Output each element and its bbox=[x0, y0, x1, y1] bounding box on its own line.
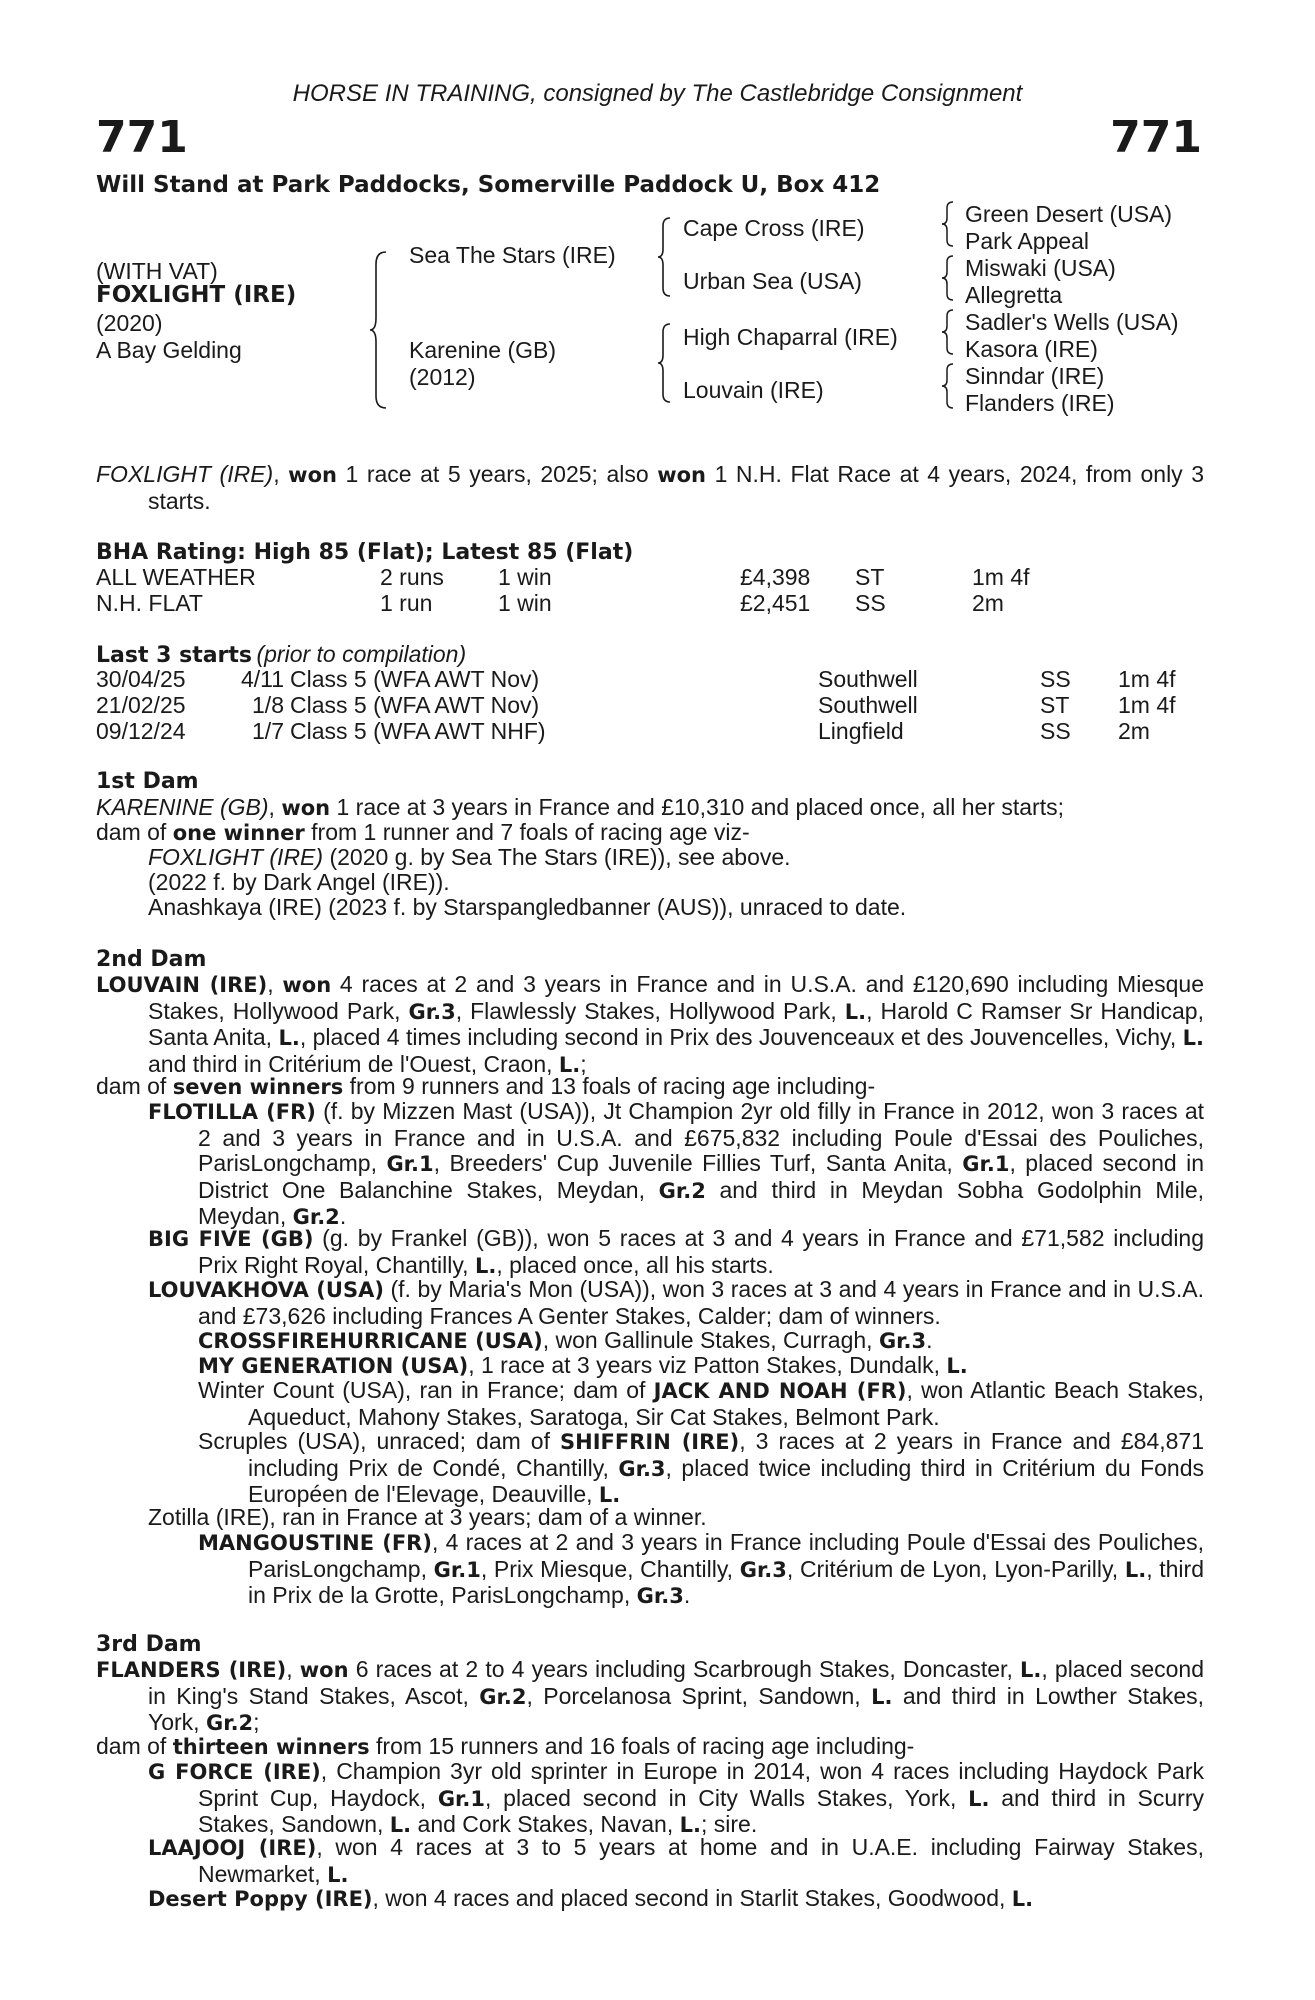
produce-winter-count bbox=[198, 1378, 1204, 1430]
listed-label: L. bbox=[327, 1862, 349, 1887]
record-text: , placed second in District One Balanchine Stakes, Meydan, bbox=[198, 1150, 1205, 1203]
start-distance: 2m bbox=[1118, 718, 1150, 744]
second-dam-produce-line bbox=[96, 1074, 1204, 1101]
foaling-year: (2020) bbox=[96, 310, 163, 336]
pedigree-sire-dam: Urban Sea (USA) bbox=[683, 268, 862, 294]
record-text: , 3 races at 2 years in France and £84,871 including Prix de Condé, Chantilly, bbox=[248, 1428, 1204, 1481]
produce-g-force bbox=[148, 1759, 1204, 1839]
record-text: ; bbox=[580, 1050, 587, 1077]
first-dam-text-2: from 1 runner and 7 foals of racing age viz- bbox=[304, 819, 750, 845]
produce-text: (2020 g. by Sea The Stars (IRE)), see above. bbox=[323, 844, 791, 870]
start-distance: 1m 4f bbox=[1118, 692, 1176, 718]
produce-louvakhova bbox=[148, 1277, 1204, 1329]
won-label: won bbox=[282, 973, 332, 997]
start-course: Lingfield bbox=[818, 718, 904, 744]
dam-of-label: dam of bbox=[96, 1733, 173, 1759]
produce-flotilla bbox=[148, 1099, 1204, 1231]
record-text: . bbox=[683, 1582, 691, 1608]
grade-label: Gr.2 bbox=[292, 1205, 340, 1229]
winners-count: seven winners bbox=[172, 1075, 344, 1099]
stand-location: Will Stand at Park Paddocks, Somerville Paddock U, Box 412 bbox=[96, 172, 881, 198]
listed-label: L. bbox=[474, 1253, 497, 1278]
pedigree-brace-main bbox=[368, 250, 390, 410]
record-text: (g. by Frankel (GB)), won 5 races at 3 and 4 years in France and £71,582 including Prix Right Royal, Chantilly, bbox=[198, 1225, 1205, 1278]
record-text: , won Gallinule Stakes, Curragh, bbox=[542, 1327, 879, 1353]
start-date: 30/04/25 bbox=[96, 666, 186, 692]
record-text: , 4 races at 2 and 3 years in France including Poule d'Essai des Pouliches, ParisLongchamp, bbox=[248, 1529, 1204, 1582]
listed-label: L. bbox=[1124, 1557, 1147, 1582]
start-going: ST bbox=[1040, 692, 1070, 718]
pedigree-dam: Karenine (GB) bbox=[409, 337, 557, 363]
pedigree-dam-year: (2012) bbox=[409, 364, 476, 390]
won-label: won bbox=[299, 1658, 349, 1682]
grade-label: Gr.2 bbox=[479, 1684, 527, 1709]
pedigree-g2: Park Appeal bbox=[965, 228, 1090, 254]
grade-label: Gr.1 bbox=[962, 1152, 1010, 1176]
grade-label: Gr.2 bbox=[658, 1178, 706, 1203]
record-text: , placed 4 times including second in Prix des Jouvenceaux et des Jouvencelles, Vichy, bbox=[299, 1024, 1183, 1050]
listed-label: L. bbox=[679, 1813, 701, 1837]
first-dam-title: 1st Dam bbox=[96, 769, 199, 794]
record-text: Scruples (USA), unraced; dam of bbox=[198, 1428, 560, 1454]
record-text: and third in Meydan Sobha Godolphin Mile, Meydan, bbox=[198, 1176, 1204, 1229]
horse-name: FOXLIGHT (IRE) bbox=[96, 282, 297, 308]
listed-label: L. bbox=[946, 1354, 968, 1378]
start-race: Class 5 (WFA AWT Nov) bbox=[290, 692, 540, 718]
last-starts-note: (prior to compilation) bbox=[256, 641, 467, 667]
record-text: and third in Lowther Stakes, York, bbox=[148, 1682, 1205, 1735]
grade-label: Gr.1 bbox=[437, 1786, 486, 1811]
rating-runs: 1 run bbox=[380, 590, 433, 616]
pedigree-sire-sire: Cape Cross (IRE) bbox=[683, 215, 865, 241]
record-text: , third in Prix de la Grotte, ParisLongchamp, bbox=[248, 1555, 1204, 1608]
record-text: , won 4 races at 3 to 5 years at home and in U.A.E. including Fairway Stakes, Newmarket, bbox=[198, 1834, 1204, 1887]
listed-label: L. bbox=[389, 1813, 412, 1837]
listed-label: L. bbox=[871, 1684, 893, 1709]
record-text: , Flawlessly Stakes, Hollywood Park, bbox=[455, 997, 845, 1024]
dam-of-label: dam of bbox=[96, 1073, 173, 1099]
pedigree-g1: Green Desert (USA) bbox=[965, 201, 1173, 227]
produce-name: MY GENERATION (USA) bbox=[198, 1354, 469, 1378]
record-text: . bbox=[926, 1327, 933, 1353]
rating-surface: ALL WEATHER bbox=[96, 564, 256, 590]
pedigree-sire: Sea The Stars (IRE) bbox=[409, 242, 616, 268]
second-dam-record: LOUVAIN (IRE), won 4 races at 2 and 3 years in France and in U.S.A. and £120,690 including Miesque Stakes, Hollywood Park, Gr.3, Flawlessly Stakes, Hollywood Park, L., Harold C Ramser Sr Handicap, Santa Anita, L., placed 4 times including second in Prix des Jouvenceaux et des Jouvencelles, Vichy, L. and third in Critérium de l'Ouest, Craon, L.; bbox=[96, 971, 1204, 1077]
summary-won: won bbox=[288, 463, 337, 487]
pedigree-g8: Flanders (IRE) bbox=[965, 390, 1115, 416]
record-text: , Prix Miesque, Chantilly, bbox=[480, 1555, 740, 1582]
first-dam-name: KARENINE (GB) bbox=[96, 794, 269, 820]
start-course: Southwell bbox=[818, 692, 918, 718]
produce-crossfirehurricane bbox=[198, 1328, 1204, 1355]
grade-label: Gr.3 bbox=[408, 999, 456, 1024]
start-race: Class 5 (WFA AWT Nov) bbox=[290, 666, 540, 692]
produce-name: LAAJOOJ (IRE) bbox=[148, 1836, 317, 1860]
rating-wins: 1 win bbox=[498, 590, 552, 616]
produce-name: JACK AND NOAH (FR) bbox=[653, 1379, 907, 1403]
record-text: and Cork Stakes, Navan, bbox=[411, 1811, 680, 1837]
third-dam-record: FLANDERS (IRE), won 6 races at 2 to 4 years including Scarbrough Stakes, Doncaster, L., placed second in King's Stand Stakes, Ascot, Gr.2, Porcelanosa Sprint, Sandown, L. and third in Lowther Stakes, York, Gr.2; bbox=[96, 1656, 1205, 1735]
record-text: , won 4 races and placed second in Starlit Stakes, Goodwood, bbox=[372, 1885, 1012, 1911]
record-text: , placed second in City Walls Stakes, York, bbox=[485, 1784, 969, 1811]
record-text: , Breeders' Cup Juvenile Fillies Turf, Santa Anita, bbox=[433, 1150, 963, 1176]
record-text: , Porcelanosa Sprint, Sandown, bbox=[526, 1682, 872, 1709]
catalogue-header: HORSE IN TRAINING, consigned by The Castlebridge Consignment bbox=[292, 80, 1023, 107]
pedigree-brace-sire bbox=[656, 216, 674, 298]
second-dam-title: 2nd Dam bbox=[96, 947, 207, 972]
produce-foxlight bbox=[148, 845, 1204, 871]
record-text: and third in Scurry Stakes, Sandown, bbox=[198, 1784, 1204, 1837]
grade-label: Gr.2 bbox=[205, 1711, 254, 1735]
record-text: from 15 runners and 16 foals of racing age including- bbox=[369, 1733, 915, 1759]
rating-distance: 1m 4f bbox=[972, 564, 1030, 590]
record-text: , placed second in King's Stand Stakes, Ascot, bbox=[148, 1656, 1205, 1709]
produce-big-five bbox=[148, 1226, 1204, 1279]
grade-label: Gr.3 bbox=[878, 1329, 927, 1353]
third-dam-title: 3rd Dam bbox=[96, 1632, 202, 1657]
start-course: Southwell bbox=[818, 666, 918, 692]
record-text: ; sire. bbox=[700, 1811, 758, 1837]
winners-count: thirteen winners bbox=[172, 1735, 370, 1759]
produce-mangoustine bbox=[198, 1530, 1204, 1610]
pedigree-g3: Miswaki (USA) bbox=[965, 255, 1116, 281]
produce-2022: (2022 f. by Dark Angel (IRE)). bbox=[148, 869, 450, 895]
grade-label: Gr.3 bbox=[636, 1584, 684, 1608]
grade-label: Gr.1 bbox=[386, 1152, 434, 1176]
first-dam-produce-line bbox=[96, 820, 1204, 847]
start-position: 1/7 bbox=[252, 718, 284, 744]
produce-name: SHIFFRIN (IRE) bbox=[560, 1430, 740, 1454]
produce-name: FOXLIGHT (IRE) bbox=[148, 844, 324, 870]
lot-number-left: 771 bbox=[96, 112, 188, 163]
produce-name: CROSSFIREHURRICANE (USA) bbox=[198, 1329, 543, 1353]
dam-of-label: dam of bbox=[96, 819, 173, 845]
summary-won-2: won bbox=[657, 463, 707, 487]
third-dam-name: FLANDERS (IRE) bbox=[96, 1658, 287, 1682]
produce-scruples bbox=[198, 1429, 1204, 1509]
record-text: and third in Critérium de l'Ouest, Craon, bbox=[148, 1050, 559, 1077]
rating-going: SS bbox=[855, 590, 886, 616]
pedigree-g6: Kasora (IRE) bbox=[965, 336, 1098, 362]
record-text: from 9 runners and 13 foals of racing age including- bbox=[343, 1073, 876, 1099]
listed-label: L. bbox=[598, 1483, 621, 1507]
record-text: 6 races at 2 to 4 years including Scarbrough Stakes, Doncaster, bbox=[348, 1656, 1020, 1682]
lot-number-right: 771 bbox=[1110, 112, 1202, 163]
listed-label: L. bbox=[844, 999, 867, 1024]
vat-label: (WITH VAT) bbox=[96, 258, 218, 284]
third-dam-produce-line bbox=[96, 1734, 1204, 1761]
listed-label: L. bbox=[558, 1052, 581, 1077]
produce-name: FLOTILLA (FR) bbox=[148, 1100, 316, 1124]
record-text: 4 races at 2 and 3 years in France and in U.S.A. and £120,690 including Miesque Stakes, Hollywood Park, bbox=[148, 971, 1204, 1024]
produce-name: LOUVAKHOVA (USA) bbox=[148, 1278, 384, 1302]
produce-desert-poppy bbox=[148, 1886, 1204, 1913]
start-distance: 1m 4f bbox=[1118, 666, 1176, 692]
pedigree-g4: Allegretta bbox=[965, 282, 1063, 308]
produce-my-generation bbox=[198, 1353, 1204, 1380]
produce-name: MANGOUSTINE (FR) bbox=[198, 1531, 432, 1555]
start-position: 4/11 bbox=[240, 666, 284, 692]
listed-label: L. bbox=[1011, 1887, 1034, 1911]
record-text: (f. by Maria's Mon (USA)), won 3 races at 3 and 4 years in France and in U.S.A. and £73,626 including Frances A Genter Stakes, Calder; dam of winners. bbox=[198, 1276, 1204, 1329]
produce-zotilla: Zotilla (IRE), ran in France at 3 years; dam of a winner. bbox=[148, 1504, 707, 1530]
summary-horse-name: FOXLIGHT (IRE) bbox=[96, 461, 274, 487]
listed-label: L. bbox=[1020, 1658, 1042, 1682]
record-text: , Harold C Ramser Sr Handicap, Santa Anita, bbox=[148, 997, 1204, 1050]
start-going: SS bbox=[1040, 666, 1071, 692]
listed-label: L. bbox=[278, 1026, 300, 1050]
grade-label: Gr.1 bbox=[433, 1557, 481, 1582]
pedigree-brace-grand bbox=[940, 200, 956, 416]
listed-label: L. bbox=[968, 1786, 990, 1811]
produce-name: BIG FIVE (GB) bbox=[148, 1227, 314, 1251]
record-text: , Champion 3yr old sprinter in Europe in 2014, won 4 races including Haydock Park Sprint Cup, Haydock, bbox=[198, 1758, 1204, 1811]
rating-prize: £2,451 bbox=[740, 590, 811, 616]
record-text: , won Atlantic Beach Stakes, Aqueduct, Mahony Stakes, Saratoga, Sir Cat Stakes, Belmont Park. bbox=[248, 1377, 1204, 1430]
rating-distance: 2m bbox=[972, 590, 1004, 616]
pedigree-g5: Sadler's Wells (USA) bbox=[965, 309, 1179, 335]
start-going: SS bbox=[1040, 718, 1071, 744]
rating-surface: N.H. FLAT bbox=[96, 590, 203, 616]
record-text: , 1 race at 3 years viz Patton Stakes, Dundalk, bbox=[468, 1352, 947, 1378]
rating-runs: 2 runs bbox=[380, 564, 444, 590]
summary-text: 1 race at 5 years, 2025; also bbox=[336, 461, 658, 487]
last-starts-heading bbox=[96, 641, 466, 668]
record-text: (f. by Mizzen Mast (USA)), Jt Champion 2yr old filly in France in 2012, won 3 races at 2 and 3 years in France and in U.S.A. and £675,832 including Poule d'Essai des Pouliches, ParisLongchamp, bbox=[198, 1098, 1205, 1176]
winners-count: one winner bbox=[172, 821, 305, 845]
race-summary: FOXLIGHT (IRE), won 1 race at 5 years, 2025; also won 1 N.H. Flat Race at 4 years, 2024, from only 3 starts. bbox=[96, 461, 1205, 514]
horse-description: A Bay Gelding bbox=[96, 337, 242, 363]
record-text: . bbox=[339, 1203, 347, 1229]
produce-name: Desert Poppy (IRE) bbox=[148, 1887, 373, 1911]
bha-rating-title: BHA Rating: High 85 (Flat); Latest 85 (Flat) bbox=[96, 540, 634, 565]
produce-laajooj bbox=[148, 1835, 1204, 1888]
rating-going: ST bbox=[855, 564, 885, 590]
rating-wins: 1 win bbox=[498, 564, 552, 590]
grade-label: Gr.3 bbox=[618, 1456, 666, 1481]
record-text: , Critérium de Lyon, Lyon-Parilly, bbox=[786, 1555, 1125, 1582]
start-race: Class 5 (WFA AWT NHF) bbox=[290, 718, 546, 744]
first-dam-record: KARENINE (GB), won 1 race at 3 years in France and £10,310 and placed once, all her starts; bbox=[96, 794, 1064, 820]
record-text: , placed once, all his starts. bbox=[496, 1251, 774, 1278]
record-text: ; bbox=[253, 1709, 260, 1735]
won-label: won bbox=[281, 796, 331, 820]
pedigree-brace-dam bbox=[656, 322, 674, 404]
second-dam-name: LOUVAIN (IRE) bbox=[96, 973, 268, 997]
start-date: 09/12/24 bbox=[96, 718, 186, 744]
summary-text-2: 1 N.H. Flat Race at 4 years, 2024, from only 3 starts. bbox=[148, 461, 1205, 514]
listed-label: L. bbox=[1182, 1026, 1204, 1050]
record-text: Winter Count (USA), ran in France; dam of bbox=[198, 1377, 654, 1403]
pedigree-dam-dam: Louvain (IRE) bbox=[683, 377, 824, 403]
rating-prize: £4,398 bbox=[740, 564, 811, 590]
pedigree-dam-sire: High Chaparral (IRE) bbox=[683, 324, 898, 350]
start-position: 1/8 bbox=[252, 692, 284, 718]
start-date: 21/02/25 bbox=[96, 692, 186, 718]
grade-label: Gr.3 bbox=[739, 1557, 787, 1582]
pedigree-g7: Sinndar (IRE) bbox=[965, 363, 1105, 389]
record-text: , placed twice including third in Critérium du Fonds Européen de l'Elevage, Deauville, bbox=[248, 1454, 1205, 1507]
first-dam-text: 1 race at 3 years in France and £10,310 and placed once, all her starts; bbox=[330, 794, 1064, 820]
last-starts-title: Last 3 starts bbox=[96, 643, 253, 668]
produce-name: G FORCE (IRE) bbox=[148, 1760, 321, 1784]
produce-anashkaya: Anashkaya (IRE) (2023 f. by Starspangledbanner (AUS)), unraced to date. bbox=[148, 894, 907, 920]
